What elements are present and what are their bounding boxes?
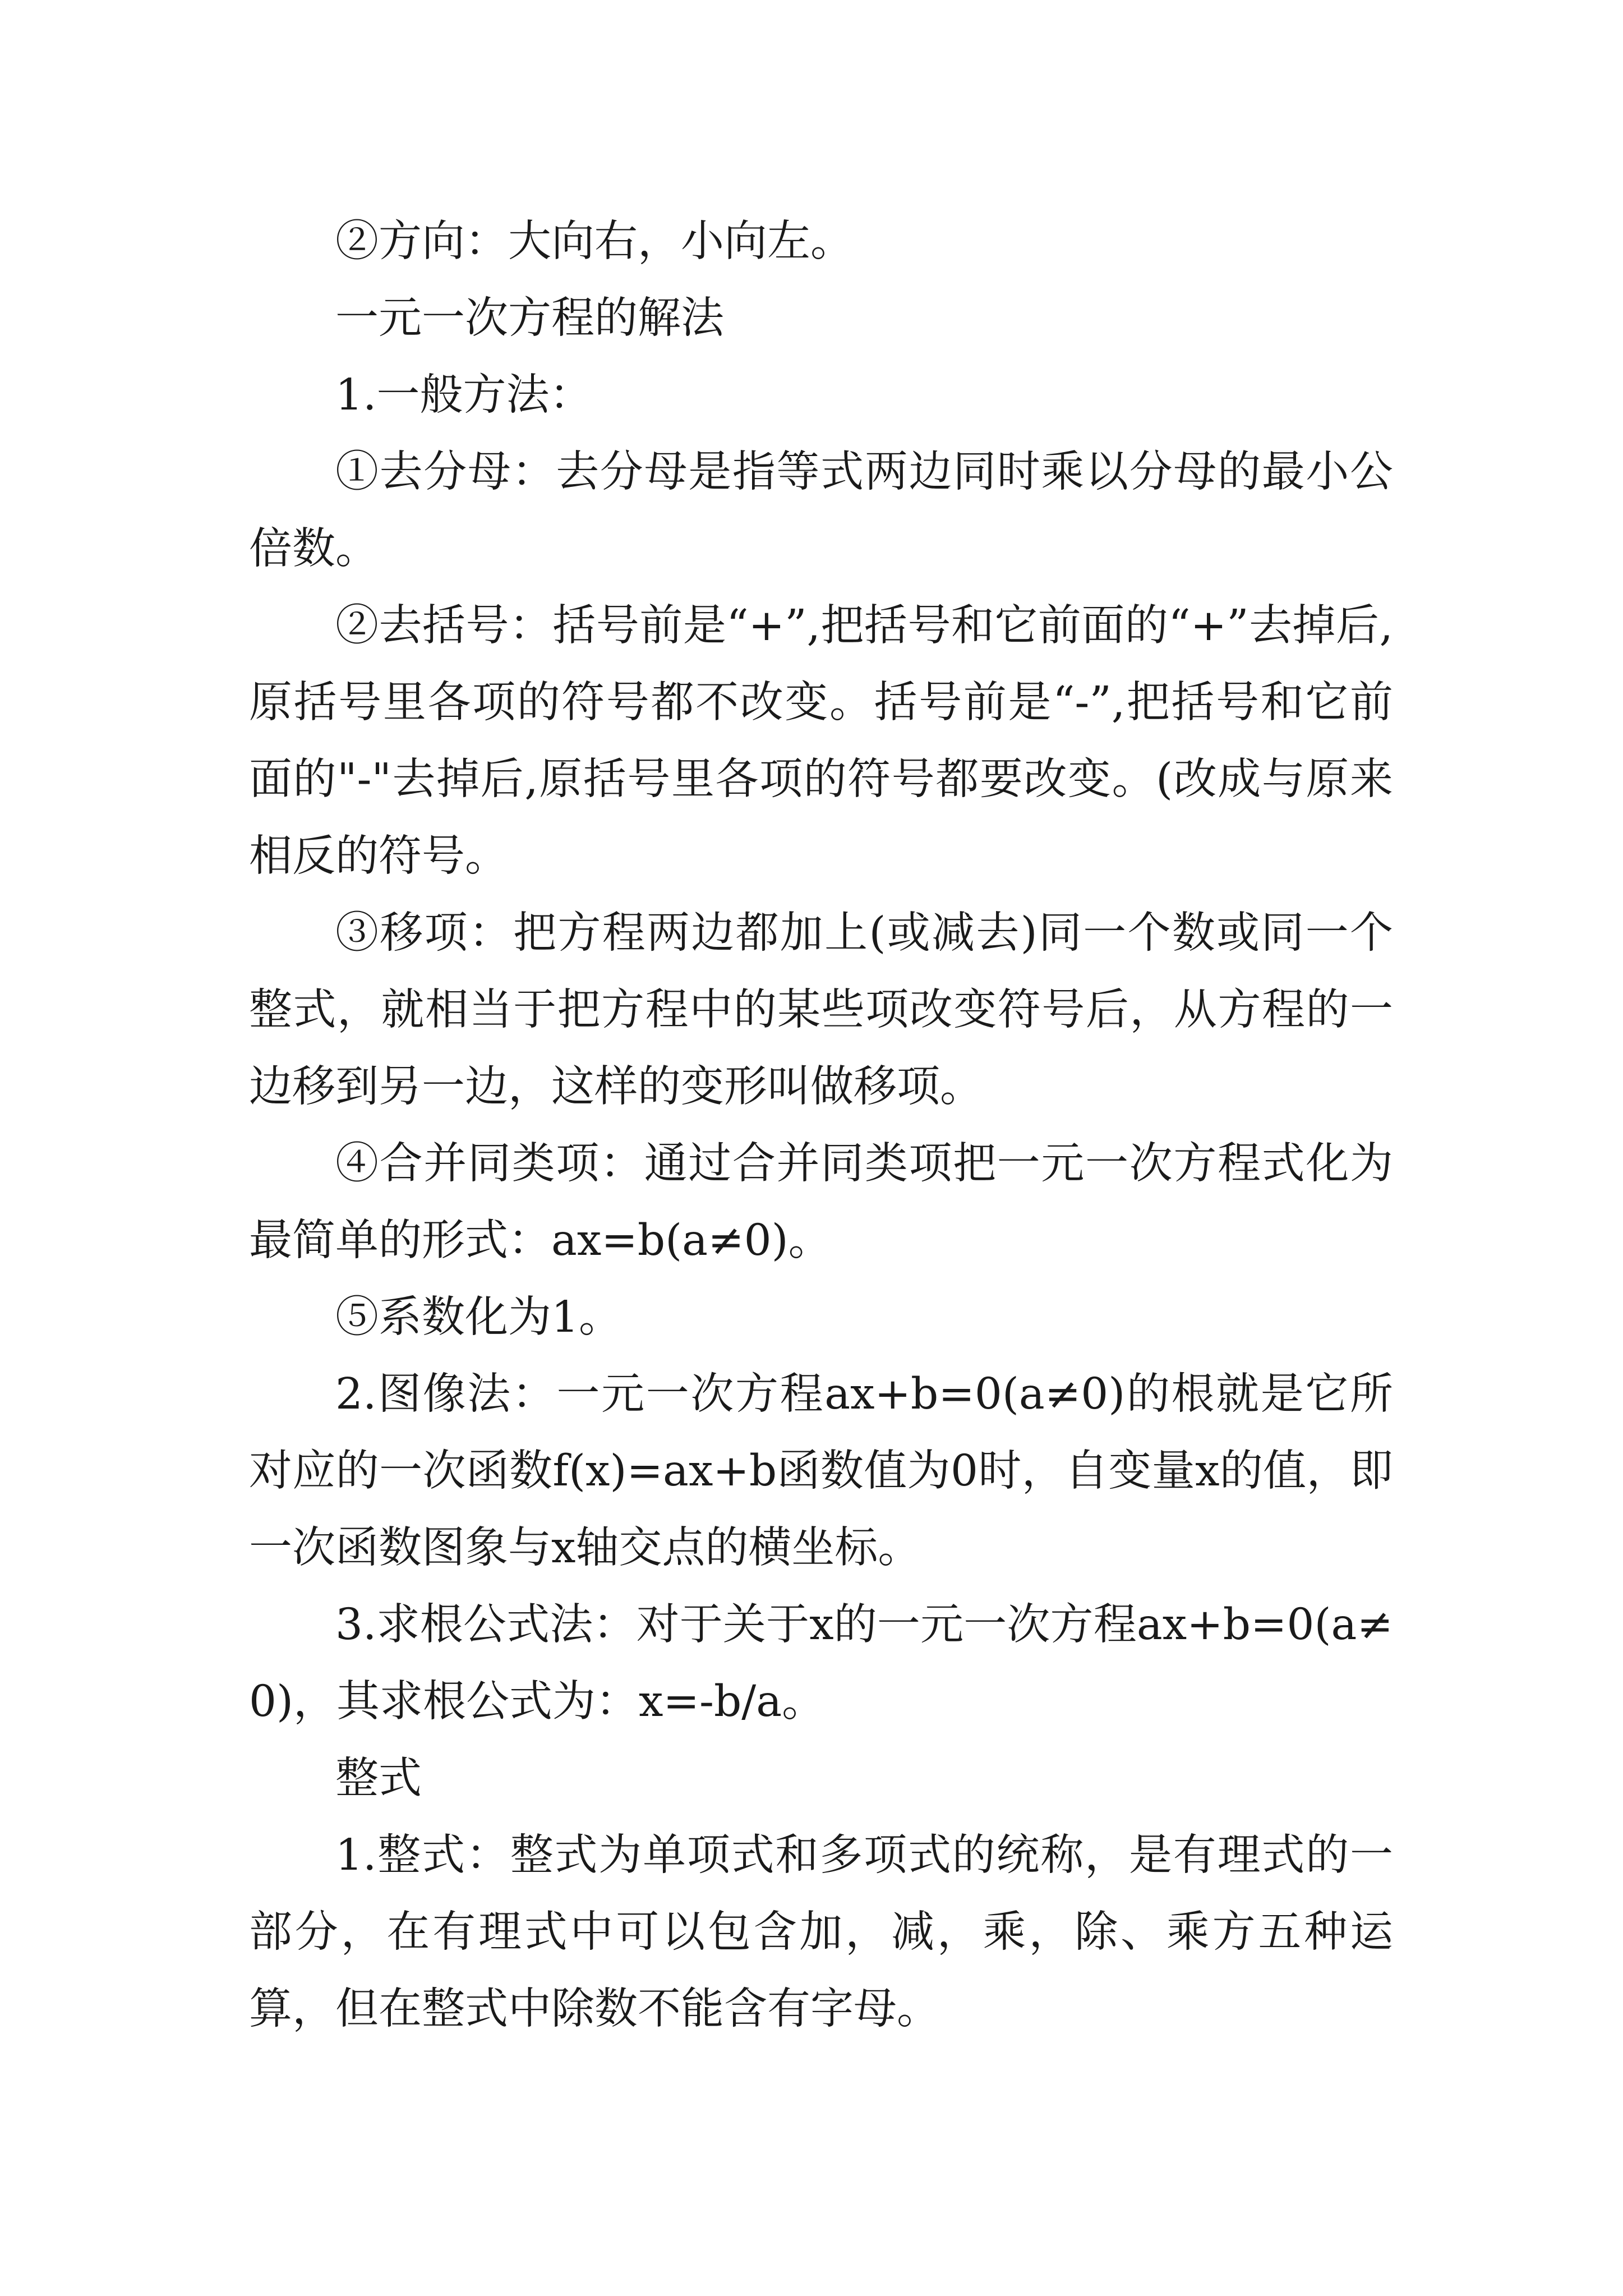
paragraph-direction: ②方向：大向右，小向左。 — [335, 217, 854, 266]
document-page — [249, 203, 1393, 2047]
paragraph-root-formula: 3.求根公式法：对于关于x的一元一次方程ax+b=0(a≠0)，其求根公式为：x=-b/a。 — [249, 1600, 1393, 1727]
paragraph-graph-method: 2.图像法：一元一次方程ax+b=0(a≠0)的根就是它所对应的一次函数f(x)=ax+b函数值为0时，自变量x的值，即一次函数图象与x轴交点的横坐标。 — [249, 1369, 1393, 1573]
paragraph-remove-denominator: ①去分母：去分母是指等式两边同时乘以分母的最小公倍数。 — [249, 447, 1393, 574]
heading-linear-equation-solutions: 一元一次方程的解法 — [335, 293, 724, 343]
paragraph-polynomial-definition: 1.整式：整式为单项式和多项式的统称，是有理式的一部分，在有理式中可以包含加，减，乘，除、乘方五种运算，但在整式中除数不能含有字母。 — [249, 1830, 1393, 2034]
paragraph-transposition: ③移项：把方程两边都加上(或减去)同一个数或同一个整式，就相当于把方程中的某些项改变符号后，从方程的一边移到另一边，这样的变形叫做移项。 — [249, 908, 1393, 1112]
paragraph-general-method: 1.一般方法： — [335, 370, 593, 420]
paragraph-coefficient-to-one: ⑤系数化为1。 — [335, 1292, 622, 1342]
paragraph-remove-brackets: ②去括号：括号前是“+”,把括号和它前面的“+”去掉后,原括号里各项的符号都不改变。括号前是“-”,把括号和它前面的"-"去掉后,原括号里各项的符号都要改变。(改成与原来相反的符号。 — [249, 601, 1393, 881]
heading-polynomial: 整式 — [335, 1754, 422, 1803]
paragraph-combine-like-terms: ④合并同类项：通过合并同类项把一元一次方程式化为最简单的形式：ax=b(a≠0)。 — [249, 1139, 1393, 1266]
